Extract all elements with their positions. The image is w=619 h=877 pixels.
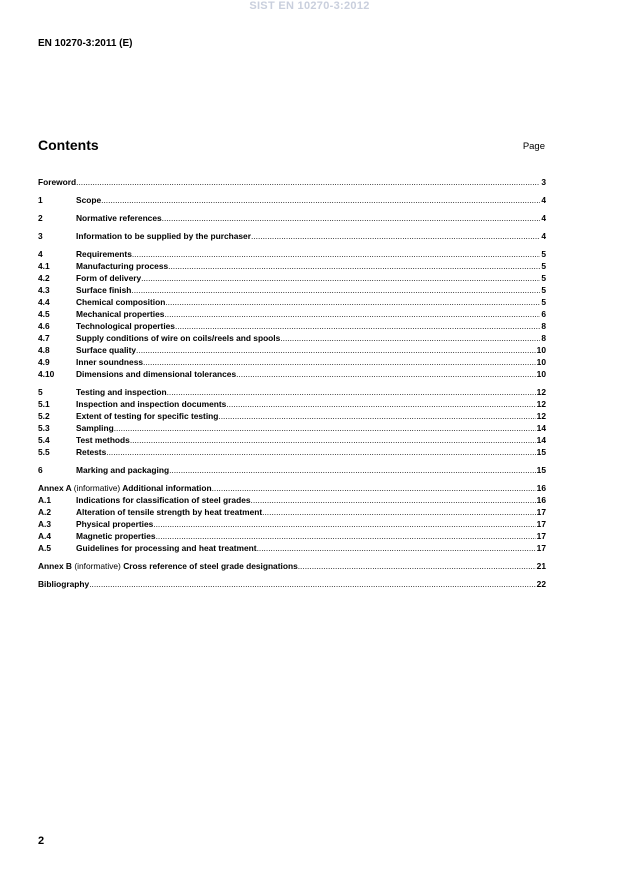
toc-entry-page: 22 (536, 579, 546, 589)
toc-entry-number: 5.3 (38, 423, 50, 433)
toc-entry-page: 5 (541, 249, 546, 259)
toc-entry-title: Surface quality (76, 345, 137, 355)
toc-entry-number: 4.7 (38, 333, 50, 343)
page-number: 2 (38, 835, 45, 847)
table-of-contents (38, 176, 546, 590)
toc-entry[interactable] (38, 560, 546, 572)
toc-entry-title: Indications for classification of steel grades (76, 495, 251, 505)
toc-entry-page: 17 (536, 543, 546, 553)
toc-entry-number: 1 (38, 195, 43, 205)
toc-entry[interactable] (38, 212, 546, 224)
toc-entry-number: A.2 (38, 507, 52, 517)
toc-entry-title: Requirements (76, 249, 132, 259)
toc-entry[interactable] (38, 308, 546, 320)
toc-entry-number: 4.1 (38, 261, 50, 271)
toc-entry[interactable] (38, 446, 546, 458)
toc-entry[interactable] (38, 494, 546, 506)
toc-entry[interactable] (38, 344, 546, 356)
toc-entry-title: Mechanical properties (76, 309, 165, 319)
toc-entry-number: 4.8 (38, 345, 50, 355)
dot-leader (114, 422, 536, 434)
toc-entry-title: Foreword (38, 177, 77, 187)
watermark: SIST EN 10270-3:2012 (249, 0, 370, 12)
dot-leader (156, 530, 536, 542)
dot-leader (167, 386, 536, 398)
toc-entry-title: Testing and inspection (76, 387, 167, 397)
toc-entry-title: Retests (76, 447, 107, 457)
toc-entry[interactable] (38, 410, 546, 422)
dot-leader (101, 194, 540, 206)
toc-entry-page: 21 (536, 561, 546, 571)
dot-leader (212, 482, 536, 494)
toc-entry-number: 5.5 (38, 447, 50, 457)
toc-entry[interactable] (38, 332, 546, 344)
toc-entry-page: 10 (536, 369, 546, 379)
toc-entry-page: 10 (536, 345, 546, 355)
toc-entry-page: 17 (536, 519, 546, 529)
toc-entry-title: Bibliography (38, 579, 90, 589)
toc-entry-page: 12 (536, 399, 546, 409)
toc-entry-page: 12 (536, 411, 546, 421)
dot-leader (89, 578, 535, 590)
toc-entry-page: 12 (536, 387, 546, 397)
dot-leader (236, 368, 536, 380)
toc-entry-number: A.4 (38, 531, 52, 541)
dot-leader (164, 308, 540, 320)
toc-entry-title: Physical properties (76, 519, 154, 529)
annex-title: Cross reference of steel grade designations (123, 561, 298, 571)
dot-leader (131, 284, 540, 296)
toc-entry-title: Sampling (76, 423, 114, 433)
toc-entry-title: Normative references (76, 213, 162, 223)
toc-entry[interactable] (38, 284, 546, 296)
toc-entry[interactable] (38, 248, 546, 260)
toc-entry-page: 8 (541, 333, 546, 343)
toc-entry-title: Dimensions and dimensional tolerances (76, 369, 237, 379)
toc-entry-title: Manufacturing process (76, 261, 169, 271)
toc-entry[interactable] (38, 398, 546, 410)
toc-entry-number: 4.6 (38, 321, 50, 331)
toc-entry-page: 10 (536, 357, 546, 367)
annex-note: (informative) (74, 561, 121, 571)
dot-leader (175, 320, 540, 332)
toc-entry[interactable] (38, 194, 546, 206)
toc-entry-page: 4 (541, 195, 546, 205)
dot-leader (130, 434, 536, 446)
toc-entry[interactable] (38, 272, 546, 284)
toc-entry-page: 5 (541, 273, 546, 283)
toc-entry-page: 3 (541, 177, 546, 187)
toc-entry-page: 8 (541, 321, 546, 331)
toc-entry-number: A.1 (38, 495, 52, 505)
annex-note: (informative) (73, 483, 121, 493)
toc-entry-page: 14 (536, 435, 546, 445)
dot-leader (106, 446, 535, 458)
toc-entry[interactable] (38, 320, 546, 332)
toc-entry-title: Chemical composition (76, 297, 166, 307)
toc-entry-number: 4 (38, 249, 43, 259)
toc-entry[interactable] (38, 356, 546, 368)
toc-entry-number: 6 (38, 465, 43, 475)
toc-entry-page: 4 (541, 213, 546, 223)
toc-entry-title (38, 482, 212, 494)
toc-entry-number: A.5 (38, 543, 52, 553)
dot-leader (218, 410, 535, 422)
toc-entry[interactable] (38, 482, 546, 494)
toc-entry[interactable] (38, 260, 546, 272)
toc-entry[interactable] (38, 434, 546, 446)
toc-entry[interactable] (38, 230, 546, 242)
toc-entry[interactable] (38, 530, 546, 542)
toc-entry-number: 4.3 (38, 285, 50, 295)
toc-entry-title: Technological properties (76, 321, 175, 331)
toc-entry-number: 2 (38, 213, 43, 223)
toc-entry[interactable] (38, 506, 546, 518)
toc-entry-page: 5 (541, 297, 546, 307)
dot-leader (169, 464, 536, 476)
toc-entry-title: Inspection and inspection documents (76, 399, 227, 409)
toc-entry-page: 15 (536, 465, 546, 475)
toc-entry-page: 16 (536, 495, 546, 505)
toc-entry-title: Magnetic properties (76, 531, 156, 541)
toc-entry-number: 4.10 (38, 369, 55, 379)
dot-leader (251, 494, 536, 506)
toc-entry[interactable] (38, 368, 546, 380)
toc-entry-title: Information to be supplied by the purchaser (76, 231, 251, 241)
toc-entry-number: 5.1 (38, 399, 50, 409)
toc-entry-title: Alteration of tensile strength by heat treatment (76, 507, 263, 517)
dot-leader (226, 398, 535, 410)
toc-entry[interactable] (38, 578, 546, 590)
toc-entry-number: 5.2 (38, 411, 50, 421)
toc-entry-number: 4.2 (38, 273, 50, 283)
document-id: EN 10270-3:2011 (E) (38, 38, 133, 49)
dot-leader (262, 506, 536, 518)
toc-entry-title: Inner soundness (76, 357, 144, 367)
toc-entry-page: 14 (536, 423, 546, 433)
toc-entry-number: 4.5 (38, 309, 50, 319)
dot-leader (168, 260, 540, 272)
dot-leader (136, 344, 536, 356)
toc-entry-number: A.3 (38, 519, 52, 529)
toc-entry[interactable] (38, 518, 546, 530)
dot-leader (165, 296, 540, 308)
dot-leader (76, 176, 540, 188)
toc-entry-title (38, 560, 298, 572)
toc-entry-page: 4 (541, 231, 546, 241)
dot-leader (143, 356, 536, 368)
toc-entry-number: 4.4 (38, 297, 50, 307)
toc-entry[interactable] (38, 386, 546, 398)
toc-entry-title: Supply conditions of wire on coils/reels and spools (76, 333, 281, 343)
toc-entry-title: Test methods (76, 435, 130, 445)
toc-entry-title: Surface finish (76, 285, 132, 295)
contents-heading: Contents (38, 137, 99, 153)
toc-entry-page: 17 (536, 507, 546, 517)
toc-entry-page: 15 (536, 447, 546, 457)
toc-entry-number: 5.4 (38, 435, 50, 445)
page-column-label: Page (522, 141, 545, 152)
dot-leader (153, 518, 535, 530)
dot-leader (280, 332, 540, 344)
toc-entry-page: 5 (541, 261, 546, 271)
toc-entry-title: Marking and packaging (76, 465, 170, 475)
dot-leader (251, 230, 540, 242)
toc-entry[interactable] (38, 176, 546, 188)
toc-entry-page: 16 (536, 483, 546, 493)
toc-entry-number: 3 (38, 231, 43, 241)
toc-entry[interactable] (38, 422, 546, 434)
annex-label: Annex A (38, 483, 72, 493)
toc-entry-title: Extent of testing for specific testing (76, 411, 219, 421)
dot-leader (162, 212, 541, 224)
annex-label: Annex B (38, 561, 72, 571)
toc-entry[interactable] (38, 464, 546, 476)
toc-entry-title: Form of delivery (76, 273, 142, 283)
toc-entry-number: 5 (38, 387, 43, 397)
toc-entry-page: 6 (541, 309, 546, 319)
annex-title: Additional information (122, 483, 212, 493)
dot-leader (132, 248, 540, 260)
toc-entry[interactable] (38, 296, 546, 308)
toc-entry-number: 4.9 (38, 357, 50, 367)
toc-entry-page: 5 (541, 285, 546, 295)
toc-entry-page: 17 (536, 531, 546, 541)
toc-entry[interactable] (38, 542, 546, 554)
toc-entry-title: Scope (76, 195, 102, 205)
dot-leader (298, 560, 536, 572)
dot-leader (141, 272, 540, 284)
dot-leader (257, 542, 536, 554)
toc-entry-title: Guidelines for processing and heat treatment (76, 543, 257, 553)
